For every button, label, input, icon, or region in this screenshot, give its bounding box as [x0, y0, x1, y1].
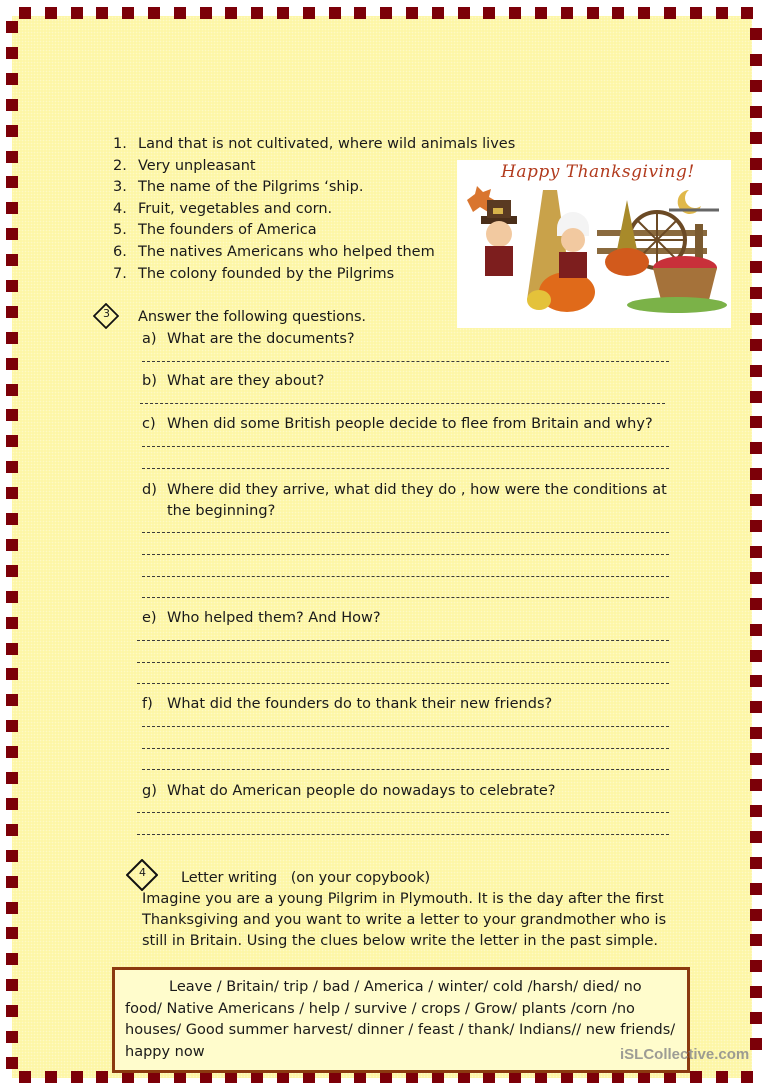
item-text: The founders of America	[138, 222, 317, 239]
question-text: What are they about?	[167, 373, 325, 389]
question-g	[142, 781, 555, 802]
question-text: When did some British people decide to flee from Britain and why?	[167, 416, 653, 432]
question-a	[142, 329, 355, 350]
answer-line[interactable]	[142, 597, 669, 598]
question-d	[142, 480, 667, 501]
question-label: f)	[142, 696, 153, 712]
answer-line[interactable]	[142, 468, 669, 469]
question-label: b)	[142, 373, 157, 389]
answer-line[interactable]	[137, 662, 669, 663]
illustration-title: Happy Thanksgiving!	[501, 162, 695, 182]
vocab-item	[113, 264, 515, 286]
question-label: d)	[142, 482, 157, 498]
question-text: Who helped them? And How?	[167, 610, 381, 626]
section-4-number: 4	[139, 866, 146, 879]
thanksgiving-scene-icon	[457, 160, 731, 328]
item-number: 1.	[113, 136, 127, 152]
answer-line[interactable]	[137, 812, 669, 813]
item-text: Fruit, vegetables and corn.	[138, 200, 333, 217]
item-text: Land that is not cultivated, where wild animals lives	[138, 136, 516, 152]
vocab-item	[113, 220, 515, 242]
watermark: iSLCollective.com	[620, 1046, 750, 1063]
instructions-line-3: still in Britain. Using the clues below write the letter in the past simple.	[142, 933, 659, 949]
question-e	[142, 608, 381, 629]
question-b	[142, 371, 324, 392]
question-label: a)	[142, 331, 157, 347]
instructions-line-2: Thanksgiving and you want to write a letter to your grandmother who is	[142, 912, 667, 928]
answer-line[interactable]	[142, 446, 669, 447]
question-text: What did the founders do to thank their new friends?	[167, 696, 553, 712]
answer-line[interactable]	[142, 576, 669, 577]
question-c	[142, 414, 653, 435]
answer-line[interactable]	[140, 403, 665, 404]
answer-line[interactable]	[142, 554, 669, 555]
answer-line[interactable]	[142, 361, 669, 362]
question-label: e)	[142, 610, 157, 626]
vocab-item	[113, 242, 515, 264]
question-text: What do American people do nowadays to celebrate?	[167, 783, 556, 799]
item-text: The name of the Pilgrims ‘ship.	[138, 179, 364, 196]
question-text: What are the documents?	[167, 331, 355, 347]
item-text: The natives Americans who helped them	[138, 243, 435, 260]
item-number: 7.	[113, 265, 127, 282]
question-f	[142, 694, 552, 715]
item-text: Very unpleasant	[138, 157, 256, 174]
item-number: 5.	[113, 222, 127, 239]
answer-line[interactable]	[137, 640, 669, 641]
section-3-heading: Answer the following questions.	[138, 309, 366, 325]
answer-line[interactable]	[137, 683, 669, 684]
clue-words: Leave / Britain/ trip / bad / America / winter/ cold /harsh/ died/ no food/ Native Americans / help / survive / crops / Grow/ plants /corn /no houses/ Good summer harvest/ dinner / feast / thank/ Indians// new friends/ happy now	[125, 979, 676, 1060]
vocab-item	[113, 156, 515, 178]
answer-line[interactable]	[137, 834, 669, 835]
answer-line[interactable]	[142, 769, 669, 770]
item-number: 2.	[113, 157, 127, 174]
vocabulary-list	[113, 134, 515, 285]
item-number: 4.	[113, 200, 127, 217]
question-label: c)	[142, 416, 156, 432]
vocab-item	[113, 199, 515, 221]
item-number: 6.	[113, 243, 127, 260]
instructions-line-1: Imagine you are a young Pilgrim in Plymouth. It is the day after the first	[142, 891, 664, 907]
answer-line[interactable]	[142, 726, 669, 727]
question-d-continued: the beginning?	[167, 503, 276, 519]
question-label: g)	[142, 783, 157, 799]
section-3-number: 3	[103, 307, 110, 320]
vocab-item	[113, 177, 515, 199]
section-4-heading: Letter writing (on your copybook)	[181, 870, 431, 886]
answer-line[interactable]	[142, 748, 669, 749]
item-text: The colony founded by the Pilgrims	[138, 265, 395, 282]
item-number: 3.	[113, 179, 127, 196]
thanksgiving-illustration	[457, 160, 731, 328]
question-text: Where did they arrive, what did they do , how were the conditions at	[167, 482, 667, 498]
clue-box	[112, 967, 690, 1073]
answer-line[interactable]	[142, 532, 669, 533]
vocab-item	[113, 134, 515, 156]
